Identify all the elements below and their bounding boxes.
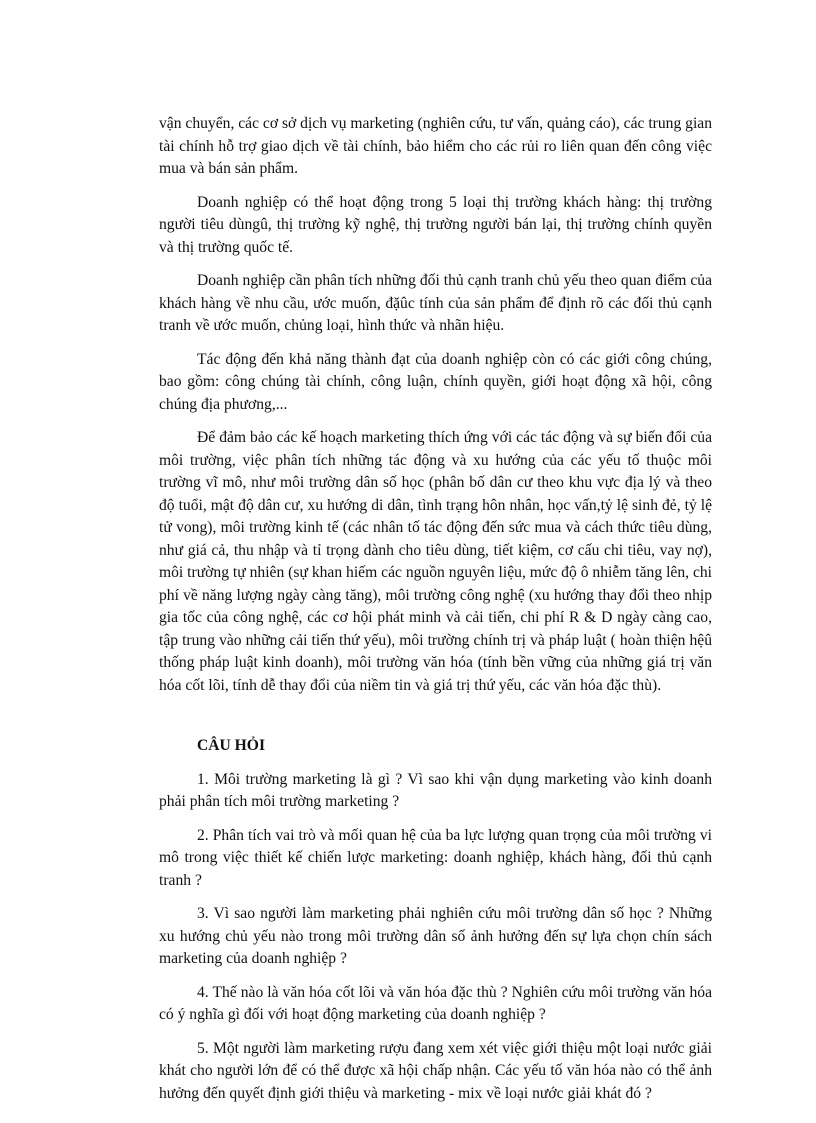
question-1: 1. Môi trường marketing là gì ? Vì sao khi vận dụng marketing vào kinh doanh phải phân tích môi trường marketing ? <box>159 770 712 810</box>
paragraph-market-types: Doanh nghiệp có thể hoạt động trong 5 loại thị trường khách hàng: thị trường người tiêu dùngû, thị trường kỹ nghệ, thị trường người bán lại, thị trường chính quyền và thị trường quốc tế. <box>159 193 712 256</box>
paragraph-macro-environment: Để đảm bảo các kế hoạch marketing thích ứng với các tác động và sự biến đổi của môi trường, việc phân tích những tác động và xu hướng của các yếu tố thuộc môi trường vĩ mô, như môi trường dân số học (phân bố dân cư theo khu vực địa lý và theo độ tuổi, mật độ dân cư, xu hướng di dân, tình trạng hôn nhân, học vấn,tỷ lệ sinh đẻ, tỷ lệ tử vong), môi trường kinh tế (các nhân tố tác động đến sức mua và cách thức tiêu dùng, như giá cả, thu nhập và tỉ trọng dành cho tiêu dùng, tiết kiệm, cơ cấu chi tiêu, vay nợ), môi trường tự nhiên (sự khan hiếm các nguồn nguyên liệu, mức độ ô nhiễm tăng lên, chi phí về năng lượng ngày càng tăng), môi trường công nghệ (xu hướng thay đổi theo nhịp gia tốc của công nghệ, các cơ hội phát minh và cải tiến, chi phí R & D ngày càng cao, tập trung vào những cải tiến thứ yếu), môi trường chính trị và pháp luật ( hoàn thiện hệû thống pháp luật kinh doanh), môi trường văn hóa (tính bền vững của những giá trị văn hóa cốt lõi, tính dễ thay đổi của niềm tin và giá trị thứ yếu, các văn hóa đặc thù). <box>159 429 712 694</box>
questions-heading: CÂU HỎI <box>197 737 266 754</box>
paragraph-publics: Tác động đến khả năng thành đạt của doanh nghiệp còn có các giới công chúng, bao gồm: công chúng tài chính, công luận, chính quyền, giới hoạt động xã hội, công chúng địa phương,... <box>159 350 712 413</box>
document-page <box>159 113 712 1116</box>
paragraph-competitors: Doanh nghiệp cần phân tích những đối thủ cạnh tranh chủ yếu theo quan điểm của khách hàng về nhu cầu, ước muốn, đặûc tính của sản phẩm để định rõ các đối thủ cạnh tranh về ước muốn, chủng loại, hình thức và nhãn hiệu. <box>159 272 712 334</box>
question-4: 4. Thế nào là văn hóa cốt lõi và văn hóa đặc thù ? Nghiên cứu môi trường văn hóa có ý nghĩa gì đối với hoạt động marketing của doanh nghiệp ? <box>159 983 712 1023</box>
paragraph-intro-continuation: vận chuyển, các cơ sở dịch vụ marketing (nghiên cứu, tư vấn, quảng cáo), các trung gian tài chính hỗ trợ giao dịch về tài chính, bảo hiểm cho các rủi ro liên quan đến công việc mua và bán sản phẩm. <box>159 115 712 177</box>
question-2: 2. Phân tích vai trò và mối quan hệ của ba lực lượng quan trọng của môi trường vi mô trong việc thiết kế chiến lược marketing: doanh nghiệp, khách hàng, đối thủ cạnh tranh ? <box>159 826 712 889</box>
question-3: 3. Vì sao người làm marketing phải nghiên cứu môi trường dân số học ? Những xu hướng chủ yếu nào trong môi trường dân số ảnh hưởng đến sự lựa chọn chín sách marketing của doanh nghiệp ? <box>159 905 712 967</box>
question-5: 5. Một người làm marketing rượu đang xem xét việc giới thiệu một loại nước giải khát cho người lớn để có thể được xã hội chấp nhận. Các yếu tố văn hóa nào có thể ảnh hưởng đến quyết định giới thiệu và marketing - mix về loại nước giải khát đó ? <box>159 1039 712 1102</box>
